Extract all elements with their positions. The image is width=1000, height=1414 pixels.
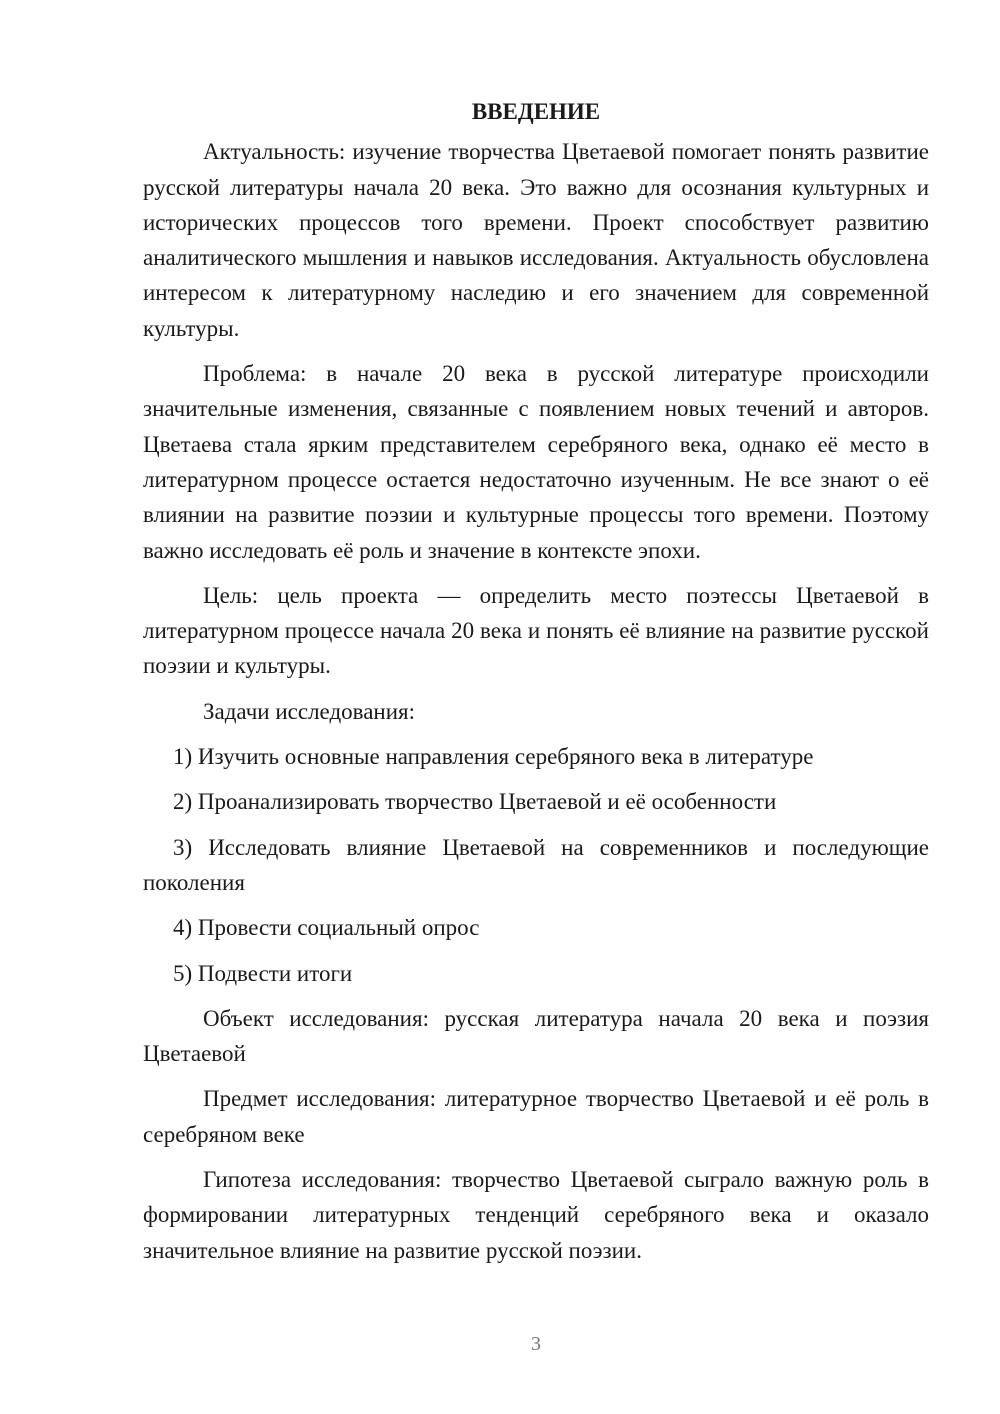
relevance-paragraph: Актуальность: изучение творчества Цветаевой помогает понять развитие русской литературы начала 20 века. Это важно для осознания культурных и исторических процессов того времени. Проект способствует развитию аналитического мышления и навыков исследования. Актуальность обусловлена интересом к литературному наследию и его значением для современной культуры. (143, 139, 929, 341)
problem-paragraph: Проблема: в начале 20 века в русской литературе происходили значительные изменения, связанные с появлением новых течений и авторов. Цветаева стала ярким представителем серебряного века, однако её место в литературном процессе остается недостаточно изученным. Не все знают о её влиянии на развитие поэзии и культурные процессы того времени. Поэтому важно исследовать её роль и значение в контексте эпохи. (143, 361, 929, 563)
hypothesis-paragraph: Гипотеза исследования: творчество Цветаевой сыграло важную роль в формировании литературных тенденций серебряного века и оказало значительное влияние на развитие русской поэзии. (143, 1167, 929, 1263)
task-item: 1) Изучить основные направления серебряного века в литературе (173, 744, 814, 770)
page-number: 3 (531, 1333, 541, 1355)
task-item: 4) Провести социальный опрос (173, 915, 480, 941)
tasks-heading: Задачи исследования: (203, 698, 416, 724)
task-item: 2) Проанализировать творчество Цветаевой и её особенности (173, 789, 777, 815)
goal-paragraph: Цель: цель проекта — определить место поэтессы Цветаевой в литературном процессе начала 20 века и понять её влияние на развитие русской поэзии и культуры. (143, 582, 929, 679)
subject-paragraph: Предмет исследования: литературное творчество Цветаевой и её роль в серебряном веке (143, 1086, 929, 1147)
page-title: ВВЕДЕНИЕ (471, 99, 601, 124)
task-item: 5) Подвести итоги (173, 960, 353, 986)
document-page (143, 94, 929, 1278)
task-item: 3) Исследовать влияние Цветаевой на современников и последующие поколения (143, 834, 929, 895)
object-paragraph: Объект исследования: русская литература начала 20 века и поэзия Цветаевой (143, 1005, 929, 1067)
